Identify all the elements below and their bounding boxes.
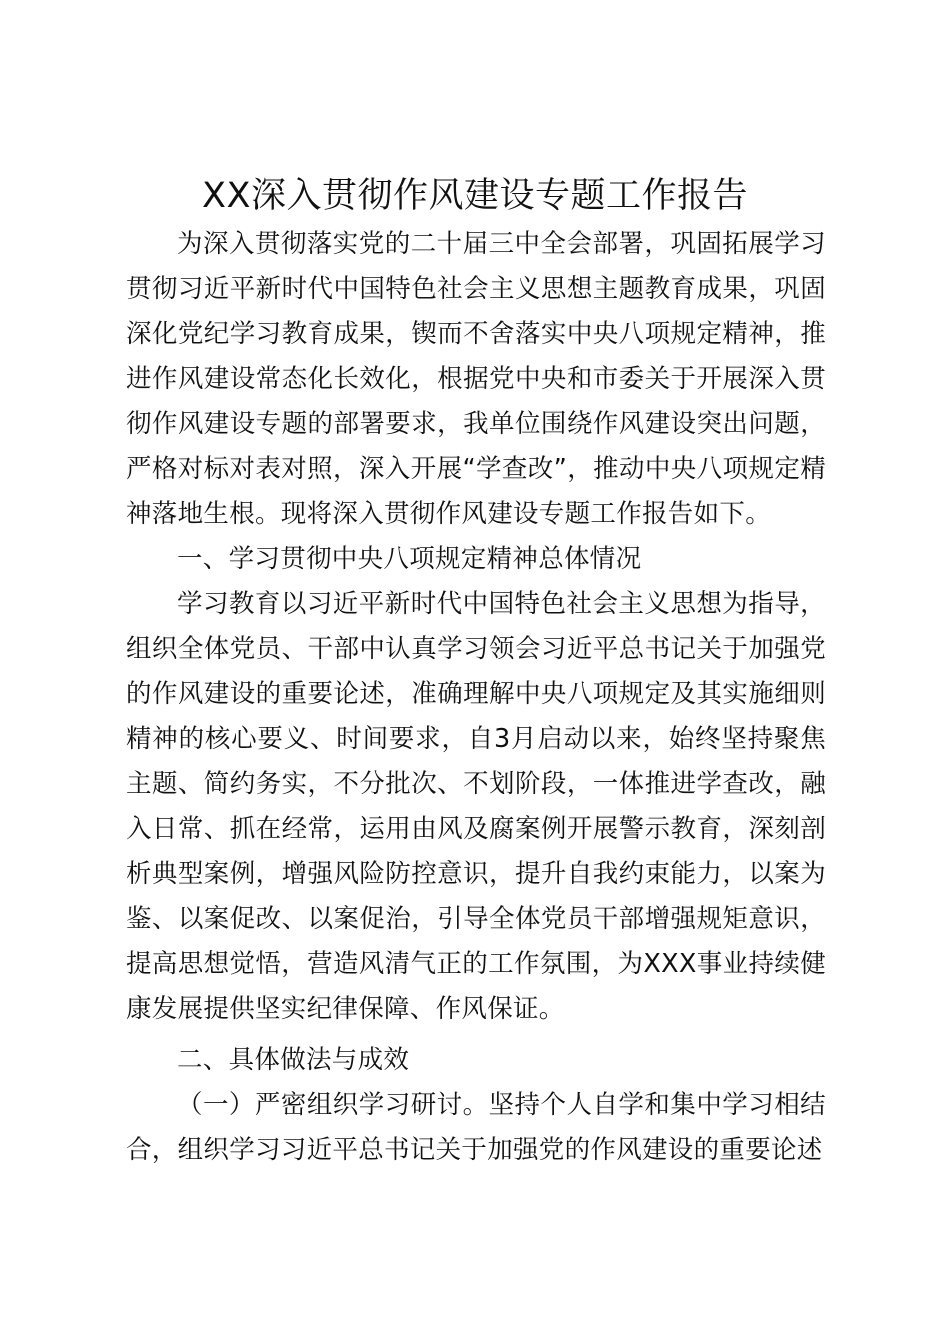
section-2-paragraph: （一）严密组织学习研讨。坚持个人自学和集中学习相结合，组织学习习近平总书记关于加强党的作风建设的重要论述 [126,1090,826,1165]
section-2-heading: 二、具体做法与成效 [177,1045,410,1075]
intro-paragraph: 为深入贯彻落实党的二十届三中全会部署，巩固拓展学习贯彻习近平新时代中国特色社会主义思想主题教育成果，巩固深化党纪学习教育成果，锲而不舍落实中央八项规定精神，推进作风建设常态化长效化，根据党中央和市委关于开展深入贯彻作风建设专题的部署要求，我单位围绕作风建设突出问题，严格对标对表对照，深入开展“学查改”，推动中央八项规定精神落地生根。现将深入贯彻作风建设专题工作报告如下。 [126,229,826,529]
section-1-paragraph: 学习教育以习近平新时代中国特色社会主义思想为指导，组织全体党员、干部中认真学习领会习近平总书记关于加强党的作风建设的重要论述，准确理解中央八项规定及其实施细则精神的核心要义、时间要求，自3月启动以来，始终坚持聚焦主题、简约务实，不分批次、不划阶段，一体推进学查改，融入日常、抓在经常，运用由风及腐案例开展警示教育，深刻剖析典型案例，增强风险防控意识，提升自我约束能力，以案为鉴、以案促改、以案促治，引导全体党员干部增强规矩意识，提高思想觉悟，营造风清气正的工作氛围，为XXX事业持续健康发展提供坚实纪律保障、作风保证。 [126,589,826,1024]
section-1-heading: 一、学习贯彻中央八项规定精神总体情况 [177,544,642,574]
document-title: XX深入贯彻作风建设专题工作报告 [202,176,748,216]
document-body [126,222,826,1173]
